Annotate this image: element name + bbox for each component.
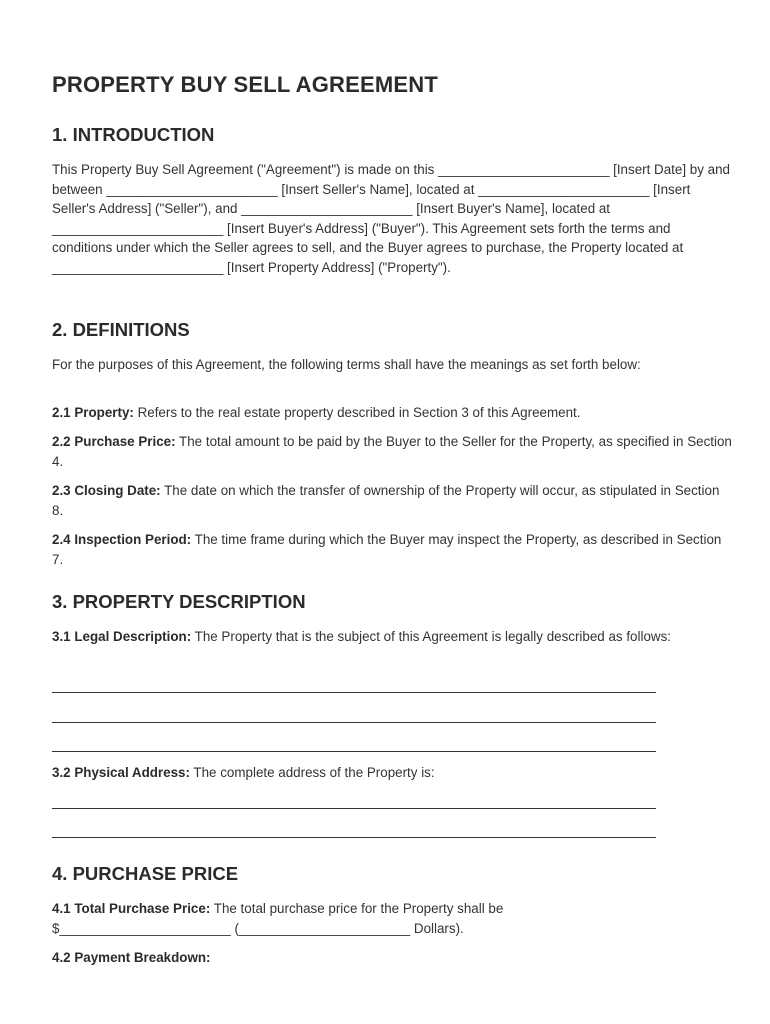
physical-address-clause	[52, 763, 732, 783]
legal-description-blank-line	[52, 692, 656, 693]
section-heading-introduction: 1. INTRODUCTION	[52, 124, 215, 145]
payment-breakdown-clause	[52, 948, 732, 968]
introduction-paragraph: This Property Buy Sell Agreement ("Agreement") is made on this _______________________ [Insert Date] by and between _______________________ [Insert Seller's Name], located at _______________________ [Insert Seller's Address] ("Seller"), and _______________________ [Insert Buyer's Name], located at _______________________ [Insert Buyer's Address] ("Buyer"). This Agreement sets forth the terms and conditions under which the Seller agrees to sell, and the Buyer agrees to purchase, the Property located at _______________________ [Insert Property Address] ("Property").	[52, 162, 730, 275]
definitions-intro: For the purposes of this Agreement, the following terms shall have the meanings as set forth below:	[52, 357, 641, 372]
definition-text: Refers to the real estate property described in Section 3 of this Agreement.	[133, 405, 581, 420]
clause-label: 4.1 Total Purchase Price:	[52, 901, 211, 916]
definition-text: The date on which the transfer of ownership of the Property will occur, as stipulated in Section 8.	[52, 483, 720, 518]
clause-text: The total purchase price for the Property shall be $_______________________ (_______________________ Dollars).	[52, 901, 504, 936]
definition-label: 2.1 Property:	[52, 405, 134, 420]
clause-text: The complete address of the Property is:	[189, 765, 435, 780]
definition-item-inspection-period	[52, 530, 732, 569]
clause-text: The Property that is the subject of this Agreement is legally described as follows:	[191, 629, 671, 644]
clause-label: 3.2 Physical Address:	[52, 765, 190, 780]
section-heading-property-description: 3. PROPERTY DESCRIPTION	[52, 591, 306, 612]
definition-item-purchase-price	[52, 432, 732, 471]
document-title: PROPERTY BUY SELL AGREEMENT	[52, 72, 438, 97]
section-heading-definitions: 2. DEFINITIONS	[52, 319, 190, 340]
definition-label: 2.3 Closing Date:	[52, 483, 161, 498]
physical-address-blank-line	[52, 837, 656, 838]
total-purchase-price-clause	[52, 899, 612, 938]
section-heading-purchase-price: 4. PURCHASE PRICE	[52, 863, 239, 884]
definition-label: 2.2 Purchase Price:	[52, 434, 176, 449]
legal-description-blank-line	[52, 722, 656, 723]
definition-label: 2.4 Inspection Period:	[52, 532, 192, 547]
definition-text: The total amount to be paid by the Buyer to the Seller for the Property, as specified in Section 4.	[52, 434, 732, 469]
clause-label: 4.2 Payment Breakdown:	[52, 950, 211, 965]
legal-description-clause	[52, 627, 732, 647]
legal-description-blank-line	[52, 751, 656, 752]
physical-address-blank-line	[52, 808, 656, 809]
definition-text: The time frame during which the Buyer may inspect the Property, as described in Section 7.	[52, 532, 722, 567]
clause-label: 3.1 Legal Description:	[52, 629, 192, 644]
definition-item-closing-date	[52, 481, 732, 520]
definition-item-property	[52, 403, 732, 423]
